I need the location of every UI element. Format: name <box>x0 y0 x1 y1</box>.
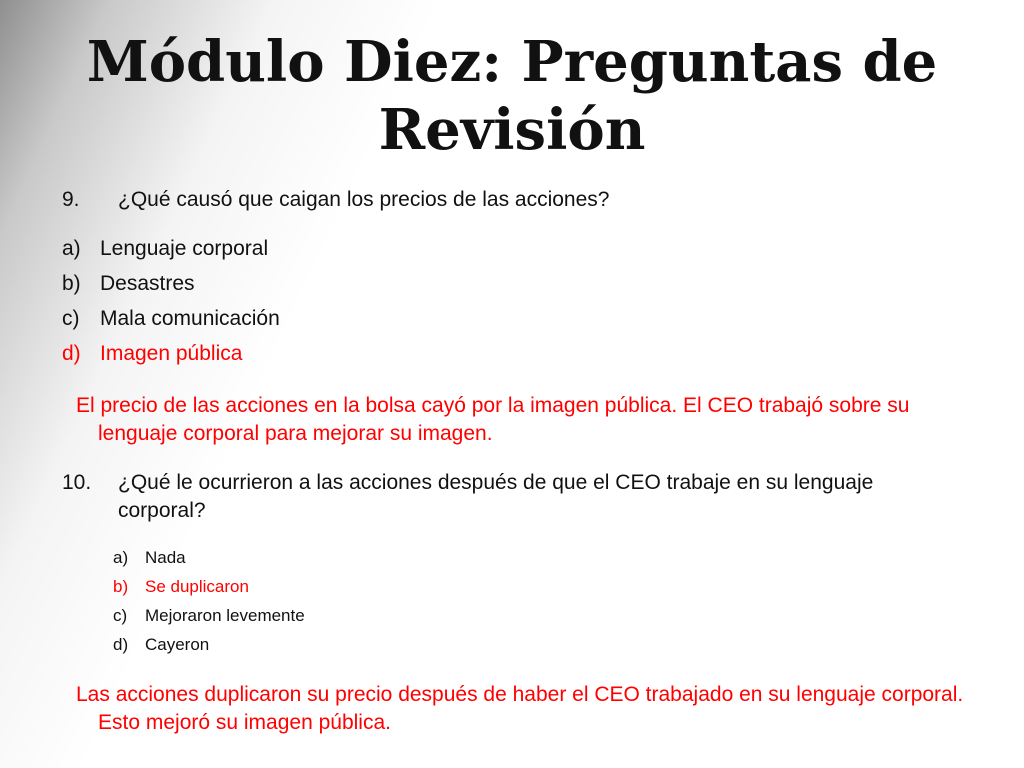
option-9c <box>62 305 280 333</box>
option-text: Imagen pública <box>100 342 243 365</box>
option-text: Mejoraron levemente <box>145 606 305 625</box>
option-10b-correct <box>113 576 249 598</box>
option-label: b) <box>62 272 81 295</box>
option-9d-correct <box>62 340 242 368</box>
question-10 <box>0 469 1024 525</box>
question-9 <box>0 186 1024 214</box>
question-text: ¿Qué causó que caigan los precios de las acciones? <box>118 188 610 211</box>
option-text: Desastres <box>100 272 195 295</box>
explanation-10: Las acciones duplicaron su precio después de haber el CEO trabajado en su lenguaje corporal. Esto mejoró su imagen pública. <box>76 683 964 734</box>
option-9a <box>62 235 268 263</box>
option-label: b) <box>113 577 129 596</box>
option-label: c) <box>62 307 80 330</box>
option-10d <box>113 634 209 656</box>
option-10a <box>113 547 186 569</box>
question-text: ¿Qué le ocurrieron a las acciones después de que el CEO trabaje en su lenguaje corporal? <box>118 471 874 522</box>
question-number: 9. <box>62 188 80 211</box>
option-label: a) <box>113 548 129 567</box>
option-text: Nada <box>145 548 186 567</box>
option-text: Cayeron <box>145 635 210 654</box>
option-text: Se duplicaron <box>145 577 249 596</box>
option-9b <box>62 270 195 298</box>
slide-title: Módulo Diez: Preguntas de Revisión <box>86 29 938 163</box>
option-label: d) <box>62 342 81 365</box>
option-label: d) <box>113 635 129 654</box>
explanation-9: El precio de las acciones en la bolsa cayó por la imagen pública. El CEO trabajó sobre su lenguaje corporal para mejorar su imagen. <box>76 394 910 445</box>
option-label: a) <box>62 237 81 260</box>
option-text: Lenguaje corporal <box>100 237 269 260</box>
option-text: Mala comunicación <box>100 307 280 330</box>
option-label: c) <box>113 606 128 625</box>
question-number: 10. <box>62 471 92 494</box>
option-10c <box>113 605 305 627</box>
